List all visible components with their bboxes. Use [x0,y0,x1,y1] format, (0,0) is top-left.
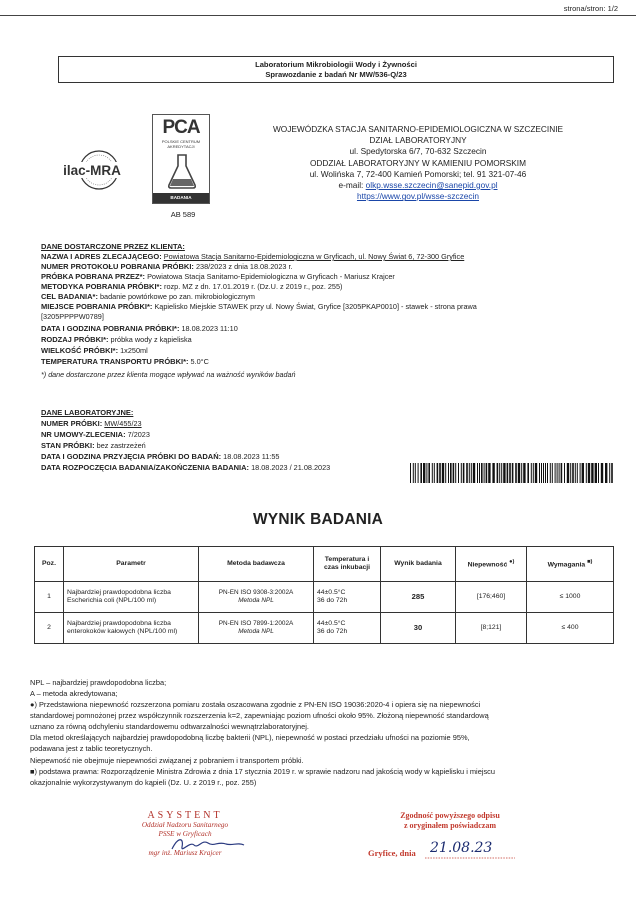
institution-name: WOJEWÓDZKA STACJA SANITARNO-EPIDEMIOLOGICZNA W SZCZECINIE [272,124,564,134]
institution-address: ul. Spedytorska 6/7, 70-632 Szczecin [349,146,487,157]
cell-niepewnosc: [176;460] [456,582,527,613]
footnote: standardowej pomnożonej przez współczynnik rozszerzenia k=2, zapewniając poziom ufności około 95%. Złożoną niepewność standardową [30,711,489,720]
client-section-title: DANE DOSTARCZONE PRZEZ KLIENTA: [41,242,185,251]
lab-name: Laboratorium Mikrobiologii Wody i Żywności [255,60,417,69]
client-field: TEMPERATURA TRANSPORTU PRÓBKI*: 5.0°C [41,357,209,366]
client-field: RODZAJ PRÓBKI*: próbka wody z kąpieliska [41,335,192,344]
footnote: okazjonalnie wykorzystywanym do kąpieli (Dz. U. z 2019 r., poz. 255) [30,778,257,787]
ilac-mra-logo [57,150,127,190]
stamp-line: Oddział Nadzoru Sanitarnego [141,821,229,829]
footnote: NPL – najbardziej prawdopodobna liczba; [30,678,167,687]
client-field: NAZWA I ADRES ZLECAJĄCEGO: Powiatowa Stacja Sanitarno-Epidemiologiczna w Gryficach, ul. Nowy Świat 6, 72-300 Gryfice [41,252,465,261]
cell-poz: 2 [35,613,64,644]
client-field: DATA I GODZINA POBRANIA PRÓBKI*: 18.08.2023 11:10 [41,324,238,333]
table-row [35,582,614,613]
client-field: NUMER PROTOKOŁU POBRANIA PRÓBKI: 238/2023 z dnia 18.08.2023 r. [41,262,293,271]
email-link[interactable]: olkp.wsse.szczecin@sanepid.gov.pl [365,180,498,191]
pca-footer: BADANIA [153,193,209,203]
stamp-title: ASYSTENT [147,810,223,821]
lab-field: DATA ROZPOCZĘCIA BADANIA/ZAKOŃCZENIA BADANIA: 18.08.2023 / 21.08.2023 [41,463,331,472]
institution-department: DZIAŁ LABORATORYJNY [369,135,467,146]
division-address: ul. Wolińska 7, 72-400 Kamień Pomorski; tel. 91 321-07-46 [309,168,527,179]
barcode [410,463,614,483]
stamp-line: z oryginałem poświadczam [404,821,496,830]
cell-temperatura: 44±0.5°C 36 do 72h [314,582,381,613]
pca-logo [152,114,210,204]
cell-wymagania: ≤ 400 [527,613,614,644]
client-field: MIEJSCE POBRANIA PRÓBKI*: Kąpielisko Miejskie STAWEK przy ul. Nowy Świat, Gryfice [3205PKAP0010] - stawek - strona prawa [41,302,477,311]
results-table [34,546,614,644]
client-field: CEL BADANIA*: badanie powtórkowe po zan. mikrobiologicznym [41,292,255,301]
cell-wynik: 285 [381,582,456,613]
footnote: Niepewność nie obejmuje niepewności związanej z pobraniem i transportem próbki. [30,756,304,765]
table-row [35,613,614,644]
accreditation-number: AB 589 [170,210,196,219]
cell-metoda: PN-EN ISO 7899-1:2002A Metoda NPL [199,613,314,644]
email-row [222,180,614,191]
lab-section-title: DANE LABORATORYJNE: [41,408,134,417]
results-title: WYNIK BADANIA [252,511,384,528]
footnote: podawana jest z tablic teoretycznych. [30,744,153,753]
website-link[interactable]: https://www.gov.pl/wsse-szczecin [356,191,480,202]
pca-subtitle: POLSKIE CENTRUM AKREDYTACJI [161,139,201,149]
lab-field: NUMER PRÓBKI: MW/455/23 [41,419,142,428]
cell-metoda: PN-EN ISO 9308-3:2002A Metoda NPL [199,582,314,613]
footnote: Dla metod określających najbardziej prawdopodobną liczbę bakterii (NPL), niepewność w postaci przedziału ufności na poziomie 95%, [30,733,470,742]
footnote: uznano za równą odchyleniu standardowemu odtwarzalności wewnątrzlaboratoryjnej. [30,722,309,731]
handwritten-date: 21.08.23 [430,840,493,856]
pca-title: PCA [162,117,200,138]
client-field: WIELKOŚĆ PRÓBKI*: 1x250ml [41,346,148,355]
col-parametr: Parametr [64,547,199,582]
cell-wynik: 30 [381,613,456,644]
cell-temperatura: 44±0.5°C 36 do 72h [314,613,381,644]
client-note: *) dane dostarczone przez klienta mogące wpływać na ważność wyników badań [41,370,296,379]
cell-wymagania: ≤ 1000 [527,582,614,613]
client-field-continuation: [3205PPPPW0789] [41,312,104,321]
report-number: Sprawozdanie z badań Nr MW/536-Q/23 [265,70,407,79]
col-temperatura: Temperatura i czas inkubacji [314,547,381,582]
stamp-line: Zgodność powyższego odpisu [400,811,500,820]
cell-parametr: Najbardziej prawdopodobna liczba enterokoków kałowych (NPL/100 ml) [64,613,199,644]
client-field: METODYKA POBRANIA PRÓBKI*: rozp. MZ z dn. 17.01.2019 r. (Dz.U. z 2019 r., poz. 255) [41,282,343,291]
date-underline [425,856,515,860]
page-number: strona/stron: 1/2 [563,4,618,13]
col-metoda: Metoda badawcza [199,547,314,582]
certification-stamp [360,811,540,831]
date-stamp: Gryfice, dnia [368,848,416,858]
col-poz: Poz. [35,547,64,582]
signature-icon [168,835,248,857]
report-header [58,56,614,83]
flask-icon [167,153,197,189]
col-wymagania: Wymagania ■) [527,547,614,582]
footnote: A – metoda akredytowana; [30,689,118,698]
col-wynik: Wynik badania [381,547,456,582]
institution-block [222,124,614,202]
lab-field: STAN PRÓBKI: bez zastrzeżeń [41,441,146,450]
cell-niepewnosc: [8;121] [456,613,527,644]
client-field: PRÓBKA POBRANA PRZEZ*: Powiatowa Stacja Sanitarno-Epidemiologiczna w Gryficach - Mariusz Krajcer [41,272,395,281]
svg-text:ilac-MRA: ilac-MRA [63,163,121,178]
lab-field: DATA I GODZINA PRZYJĘCIA PRÓBKI DO BADAŃ: 18.08.2023 11:55 [41,452,280,461]
footnote: ■) podstawa prawna: Rozporządzenie Ministra Zdrowia z dnia 17 stycznia 2019 r. w sprawie nadzoru nad jakością wody w kąpielisku i miejscu [30,767,495,776]
stamp-line: PSSE w Gryficach [158,830,212,838]
cell-parametr: Najbardziej prawdopodobna liczba Escherichia coli (NPL/100 ml) [64,582,199,613]
footnote: ●) Przedstawiona niepewność rozszerzona pomiaru została oszacowana zgodnie z PN-EN ISO 19036:2020-4 i opiera się na niepewności [30,700,481,709]
email-label: e-mail: [338,180,364,191]
stamp-name: mgr inż. Mariusz Krajcer [148,849,222,857]
lab-field: NR UMOWY-ZLECENIA: 7/2023 [41,430,150,439]
cell-poz: 1 [35,582,64,613]
table-header-row [35,547,614,582]
top-divider [0,15,636,16]
col-niepewnosc: Niepewność ●) [456,547,527,582]
institution-division: ODDZIAŁ LABORATORYJNY W KAMIENIU POMORSKIM [309,157,527,168]
